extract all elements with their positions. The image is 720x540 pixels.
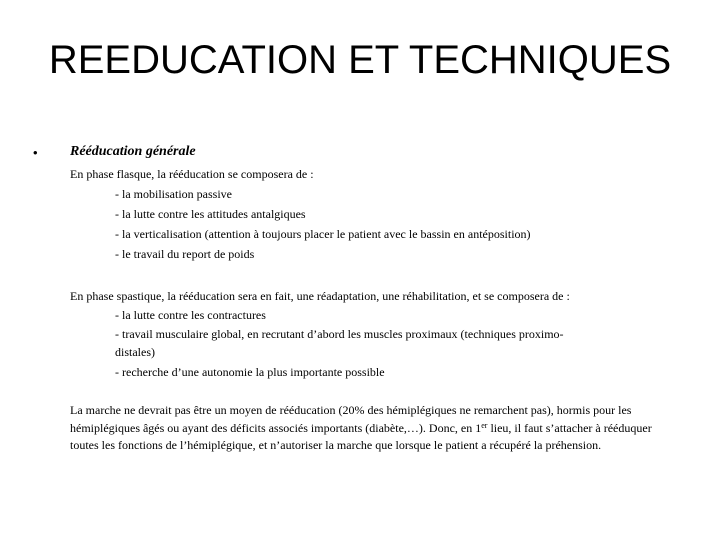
flasque-intro: En phase flasque, la rééducation se composera de : [70, 167, 314, 181]
section-heading: Rééducation générale [70, 144, 196, 159]
marche-superscript: er [481, 420, 488, 430]
marche-text-end: lieu, il faut s’attacher à rééduquer toutes les fonctions de l’hémiplégique, et n’autoriser la marche que lorsque le patient a récupéré la préhension. [70, 420, 652, 452]
slide-title: REEDUCATION ET TECHNIQUES [48, 38, 672, 82]
marche-text-start: La marche ne devrait pas être un moyen de rééducation (20% des hémiplégiques ne remarchent pas), hormis pour les hémiplégiques âgés ou ayant des déficits associés importants (diabète,…). Donc, en 1 [70, 403, 632, 435]
spastique-item: - la lutte contre les contractures [115, 308, 266, 322]
flasque-item: - la lutte contre les attitudes antalgiques [115, 207, 306, 221]
spastique-intro: En phase spastique, la rééducation sera en fait, une réadaptation, une réhabilitation, et se composera de : [70, 289, 570, 303]
flasque-item: - la verticalisation (attention à toujours placer le patient avec le bassin en antéposition) [115, 227, 531, 241]
flasque-item: - la mobilisation passive [115, 187, 232, 201]
spastique-item: distales) [115, 345, 155, 359]
flasque-item: - le travail du report de poids [115, 247, 255, 261]
spastique-item: - recherche d’une autonomie la plus importante possible [115, 365, 385, 379]
marche-paragraph [70, 402, 682, 455]
spastique-item: - travail musculaire global, en recrutant d’abord les muscles proximaux (techniques proximo- [115, 327, 564, 341]
bullet-marker: • [33, 145, 38, 160]
